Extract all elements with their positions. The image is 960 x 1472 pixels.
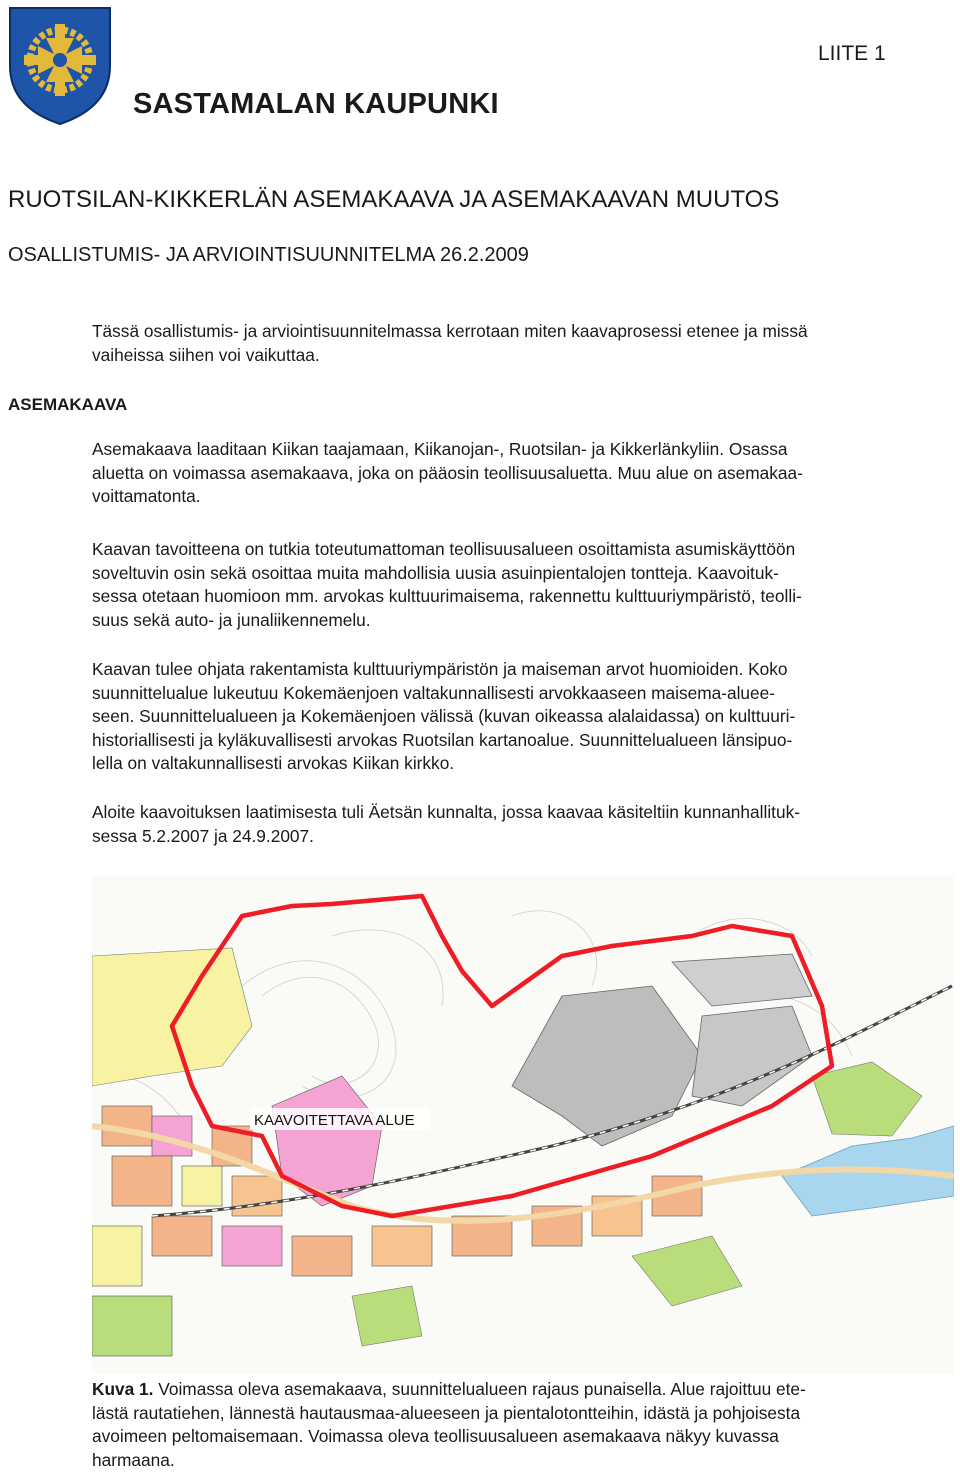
intro-paragraph: Tässä osallistumis- ja arviointisuunnitelmassa kerrotaan miten kaavaprosessi etenee ja missä vaiheissa siihen voi vaikuttaa.	[92, 321, 808, 365]
paragraph-initiative: Aloite kaavoituksen laatimisesta tuli Äetsän kunnalta, jossa kaavaa käsiteltiin kunnanhallituk- sessa 5.2.2007 ja 24.9.2007.	[92, 802, 800, 846]
paragraph-landscape: Kaavan tulee ohjata rakentamista kulttuuriympäristön ja maiseman arvot huomioiden. Koko suunnittelualue lukeutuu Kokemäenjoen valtakunnallisesti arvokkaaseen maisema-aluee- seen. Suunnittelualueen ja Kokemäenjoen välissä (kuvan oikeassa alalaidassa) on kulttuuri- historiallisesti ja kyläkuvallisesti arvokas Ruotsilan kartanoalue. Suunnittelualueen länsipuo- lella on valtakunnallisesti arvokas Kiikan kirkko.	[92, 659, 796, 773]
city-name: SASTAMALAN KAUPUNKI	[133, 88, 499, 120]
zoning-map-figure	[92, 876, 954, 1374]
section-label: ASEMAKAAVA	[8, 395, 128, 414]
paragraph-area: Asemakaava laaditaan Kiikan taajamaan, Kiikanojan-, Ruotsilan- ja Kikkerlänkyliin. Osassa aluetta on voimassa asemakaava, joka on pääosin teollisuusaluetta. Muu alue on asemakaa- voittamatonta.	[92, 439, 803, 506]
plan-title: RUOTSILAN-KIKKERLÄN ASEMAKAAVA JA ASEMAKAAVAN MUUTOS	[8, 186, 780, 213]
caption-label: Kuva 1.	[92, 1379, 154, 1399]
map-area-label: KAAVOITETTAVA ALUE	[254, 1112, 415, 1129]
city-crest-logo	[6, 4, 114, 126]
figure-caption: Kuva 1. Voimassa oleva asemakaava, suunnittelualueen rajaus punaisella. Alue rajoittuu ete- lästä rautatiehen, lännestä hautausmaa-alueeseen ja pientalotontteihin, idästä ja pohjoisesta avoimeen peltomaisemaan. Voimassa oleva teollisuusalueen asemakaava näkyy kuvassa harmaana.	[92, 1379, 806, 1470]
oas-title: OSALLISTUMIS- JA ARVIOINTISUUNNITELMA 26.2.2009	[8, 244, 529, 266]
appendix-label: LIITE 1	[818, 42, 886, 65]
paragraph-goals: Kaavan tavoitteena on tutkia toteutumattoman teollisuusalueen osoittamista asumiskäyttöön soveltuvin osin sekä osoittaa muita mahdollisia uusia asuinpientalojen tontteja. Kaavoituk- sessa otetaan huomioon mm. arvokas kulttuurimaisema, rakennettu kulttuuriympäristö, teolli- suus sekä auto- ja junaliikennemelu.	[92, 539, 802, 630]
